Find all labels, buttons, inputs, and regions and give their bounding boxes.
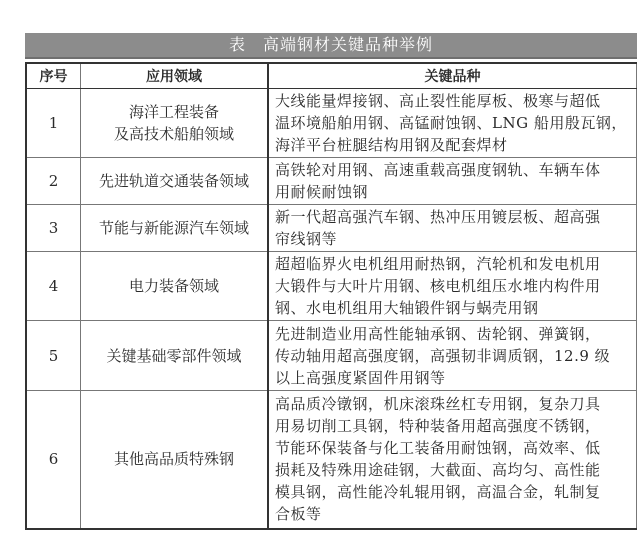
table-row bbox=[26, 158, 637, 205]
field-line: 节能与新能源汽车领域 bbox=[98, 219, 249, 237]
varieties-line: 超超临界火电机组用耐热钢，汽轮机和发电机用 bbox=[275, 255, 601, 273]
application-field bbox=[81, 321, 269, 391]
varieties-line: 传动轴用超高强度钢，高强韧非调质钢，12.9 级 bbox=[275, 346, 611, 365]
table-row bbox=[26, 391, 637, 529]
application-field bbox=[81, 205, 269, 252]
key-varieties bbox=[268, 89, 637, 158]
key-varieties bbox=[268, 205, 637, 252]
key-varieties bbox=[268, 391, 637, 529]
varieties-line: 以上高强度紧固件用钢等 bbox=[275, 368, 446, 387]
row-number: 4 bbox=[26, 252, 81, 321]
varieties-line: 用易切削工具钢，特种装备用超高强度不锈钢， bbox=[275, 417, 601, 436]
varieties-line: 用耐候耐蚀钢 bbox=[275, 183, 369, 201]
field-line: 及高技术船舶领域 bbox=[113, 125, 234, 143]
varieties-line: 大锻件与大叶片用钢、核电机组压水堆内构件用 bbox=[275, 277, 601, 295]
table-row bbox=[26, 205, 637, 252]
varieties-line: 先进制造业用高性能轴承钢、齿轮钢、弹簧钢， bbox=[275, 324, 601, 343]
varieties-line: 钢、水电机组用大轴锻件钢与蜗壳用钢 bbox=[275, 299, 539, 317]
row-number: 3 bbox=[26, 205, 81, 252]
varieties-line: 高品质冷镦钢，机床滚珠丝杠专用钢，复杂刀具 bbox=[275, 395, 601, 414]
row-number: 6 bbox=[26, 391, 81, 529]
varieties-line: 大线能量焊接钢、高止裂性能厚板、极寒与超低 bbox=[275, 92, 601, 110]
varieties-line: 节能环保装备与化工装备用耐蚀钢，高效率、低 bbox=[275, 439, 601, 458]
varieties-line: 海洋平台桩腿结构用钢及配套焊材 bbox=[275, 136, 508, 154]
table-title: 表 高端钢材关键品种举例 bbox=[25, 33, 637, 59]
key-varieties bbox=[268, 252, 637, 321]
field-line: 海洋工程装备 bbox=[128, 103, 219, 121]
application-field bbox=[81, 391, 269, 529]
field-line: 电力装备领域 bbox=[128, 277, 219, 295]
varieties-line: 合板等 bbox=[275, 505, 322, 524]
row-number: 2 bbox=[26, 158, 81, 205]
table-row bbox=[26, 321, 637, 391]
key-varieties bbox=[268, 158, 637, 205]
table-row bbox=[26, 89, 637, 158]
application-field bbox=[81, 252, 269, 321]
varieties-line: 帘线钢等 bbox=[275, 230, 338, 248]
field-line: 其他高品质特殊钢 bbox=[113, 450, 234, 469]
table-header-row bbox=[26, 63, 637, 89]
steel-table bbox=[25, 62, 637, 530]
varieties-line: 损耗及特殊用途硅钢，大截面、高均匀、高性能 bbox=[275, 461, 601, 480]
header-no: 序号 bbox=[26, 63, 81, 89]
header-items: 关键品种 bbox=[268, 63, 637, 89]
varieties-line: 温环境船舶用钢、高锰耐蚀钢、LNG 船用殷瓦钢， bbox=[275, 114, 627, 132]
field-line: 关键基础零部件领域 bbox=[106, 346, 242, 365]
row-number: 5 bbox=[26, 321, 81, 391]
header-field: 应用领域 bbox=[81, 63, 269, 89]
field-line: 先进轨道交通装备领域 bbox=[98, 172, 249, 190]
table-row bbox=[26, 252, 637, 321]
application-field bbox=[81, 158, 269, 205]
varieties-line: 高铁轮对用钢、高速重载高强度钢轨、车辆车体 bbox=[275, 161, 601, 179]
varieties-line: 模具钢，高性能冷轧辊用钢，高温合金，轧制复 bbox=[275, 483, 601, 502]
application-field bbox=[81, 89, 269, 158]
varieties-line: 新一代超高强汽车钢、热冲压用镀层板、超高强 bbox=[275, 208, 601, 226]
row-number: 1 bbox=[26, 89, 81, 158]
key-varieties bbox=[268, 321, 637, 391]
